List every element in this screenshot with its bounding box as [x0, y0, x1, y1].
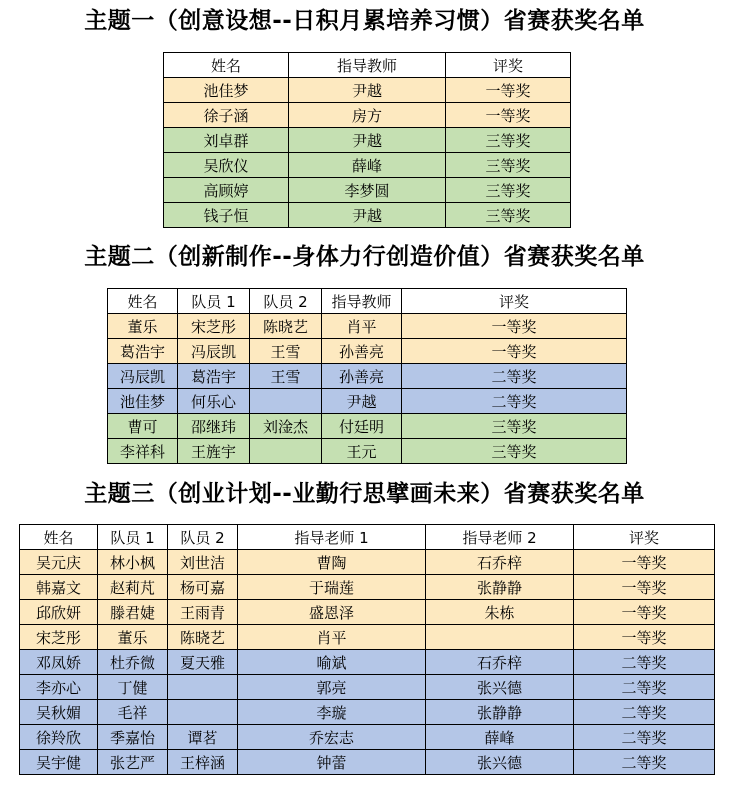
table-cell: 曹可	[108, 414, 178, 439]
table-cell: 徐子涵	[164, 103, 289, 128]
table-cell	[168, 700, 238, 725]
table-cell: 宋芝彤	[178, 314, 250, 339]
table-cell: 邱欣妍	[20, 600, 98, 625]
table-cell: 张艺严	[98, 750, 168, 775]
section2-table	[107, 288, 627, 464]
table-row	[164, 78, 571, 103]
table-cell: 李祥科	[108, 439, 178, 464]
table-row	[108, 314, 627, 339]
table-cell: 三等奖	[402, 439, 627, 464]
table-row	[164, 178, 571, 203]
table-cell: 池佳梦	[164, 78, 289, 103]
table-cell: 王雪	[250, 364, 322, 389]
table-cell: 何乐心	[178, 389, 250, 414]
table-row	[20, 625, 715, 650]
table-cell: 一等奖	[574, 575, 715, 600]
header-member-2: 队员 2	[250, 289, 322, 314]
header-member-2: 队员 2	[168, 525, 238, 550]
header-teacher: 指导教师	[289, 53, 446, 78]
table-cell: 张兴德	[426, 675, 574, 700]
header-award: 评奖	[402, 289, 627, 314]
table-cell: 房方	[289, 103, 446, 128]
table-cell: 肖平	[238, 625, 426, 650]
section3-title: 主题三（创业计划--业勤行思擘画未来）省赛获奖名单	[84, 481, 645, 507]
table-cell: 吴元庆	[20, 550, 98, 575]
table-cell: 于瑞莲	[238, 575, 426, 600]
table-cell: 王旌宇	[178, 439, 250, 464]
table-cell: 董乐	[98, 625, 168, 650]
section2-title: 主题二（创新制作--身体力行创造价值）省赛获奖名单	[84, 244, 645, 270]
table-cell: 钟蕾	[238, 750, 426, 775]
table-cell: 徐羚欣	[20, 725, 98, 750]
table-cell: 邓凤娇	[20, 650, 98, 675]
table-cell: 张静静	[426, 700, 574, 725]
table-cell: 王梓涵	[168, 750, 238, 775]
table-cell: 肖平	[322, 314, 402, 339]
section1-table	[163, 52, 571, 228]
table-cell: 王雨青	[168, 600, 238, 625]
table-cell: 一等奖	[402, 339, 627, 364]
table-row	[108, 389, 627, 414]
table-cell: 张兴德	[426, 750, 574, 775]
table-cell: 一等奖	[574, 600, 715, 625]
table-cell	[250, 439, 322, 464]
table-cell: 一等奖	[402, 314, 627, 339]
table-row	[164, 153, 571, 178]
table-row	[164, 103, 571, 128]
table-cell: 二等奖	[402, 389, 627, 414]
table-row	[20, 750, 715, 775]
table-cell: 杨可嘉	[168, 575, 238, 600]
table-cell: 二等奖	[574, 675, 715, 700]
table-cell: 薛峰	[289, 153, 446, 178]
header-award: 评奖	[446, 53, 571, 78]
table-cell: 刘世洁	[168, 550, 238, 575]
table-row	[164, 128, 571, 153]
table-cell: 吴宇健	[20, 750, 98, 775]
header-teacher: 指导教师	[322, 289, 402, 314]
table-cell: 李亦心	[20, 675, 98, 700]
table-row	[20, 650, 715, 675]
table-cell: 孙善亮	[322, 364, 402, 389]
table-cell: 刘卓群	[164, 128, 289, 153]
table-cell: 三等奖	[446, 203, 571, 228]
table-cell: 曹陶	[238, 550, 426, 575]
table-row	[20, 725, 715, 750]
table-cell: 乔宏志	[238, 725, 426, 750]
table-cell: 喻斌	[238, 650, 426, 675]
header-name: 姓名	[108, 289, 178, 314]
table-cell: 朱栋	[426, 600, 574, 625]
table-cell: 李璇	[238, 700, 426, 725]
table-cell: 尹越	[289, 203, 446, 228]
table-cell: 三等奖	[446, 153, 571, 178]
table-cell: 一等奖	[574, 550, 715, 575]
table-cell: 盛恩泽	[238, 600, 426, 625]
section2-table-header	[108, 289, 627, 314]
table-cell: 一等奖	[446, 103, 571, 128]
table-cell: 韩嘉文	[20, 575, 98, 600]
table-cell: 张静静	[426, 575, 574, 600]
section2-table-body	[108, 314, 627, 464]
header-teacher-1: 指导老师 1	[238, 525, 426, 550]
table-cell: 谭茗	[168, 725, 238, 750]
table-cell: 尹越	[322, 389, 402, 414]
table-cell: 李梦圆	[289, 178, 446, 203]
section3-table-header	[20, 525, 715, 550]
table-row	[20, 700, 715, 725]
table-cell: 陈晓艺	[250, 314, 322, 339]
table-row	[20, 675, 715, 700]
header-teacher-2: 指导老师 2	[426, 525, 574, 550]
table-cell: 刘淦杰	[250, 414, 322, 439]
header-award: 评奖	[574, 525, 715, 550]
table-cell	[426, 625, 574, 650]
table-cell: 葛浩宇	[108, 339, 178, 364]
table-cell: 王元	[322, 439, 402, 464]
table-row	[20, 600, 715, 625]
table-cell: 邵继玮	[178, 414, 250, 439]
table-cell: 尹越	[289, 128, 446, 153]
table-cell	[168, 675, 238, 700]
table-cell: 二等奖	[574, 750, 715, 775]
table-row	[108, 364, 627, 389]
table-cell: 付廷明	[322, 414, 402, 439]
table-cell: 冯辰凯	[178, 339, 250, 364]
section1-table-header	[164, 53, 571, 78]
table-cell: 冯辰凯	[108, 364, 178, 389]
table-cell: 薛峰	[426, 725, 574, 750]
table-cell: 杜乔微	[98, 650, 168, 675]
table-cell: 三等奖	[402, 414, 627, 439]
table-cell: 石乔梓	[426, 650, 574, 675]
table-cell: 王雪	[250, 339, 322, 364]
table-cell: 二等奖	[574, 725, 715, 750]
section3-table	[19, 524, 715, 775]
table-cell: 二等奖	[574, 650, 715, 675]
table-cell: 石乔梓	[426, 550, 574, 575]
table-cell: 吴欣仪	[164, 153, 289, 178]
header-member-1: 队员 1	[98, 525, 168, 550]
header-member-1: 队员 1	[178, 289, 250, 314]
table-cell: 二等奖	[402, 364, 627, 389]
table-row	[20, 575, 715, 600]
table-cell: 郭亮	[238, 675, 426, 700]
section1-table-body	[164, 78, 571, 228]
section1-title: 主题一（创意设想--日积月累培养习惯）省赛获奖名单	[84, 8, 645, 34]
table-cell: 董乐	[108, 314, 178, 339]
table-cell: 一等奖	[446, 78, 571, 103]
table-cell: 陈晓艺	[168, 625, 238, 650]
table-cell: 宋芝彤	[20, 625, 98, 650]
table-cell: 三等奖	[446, 128, 571, 153]
table-cell: 夏天雅	[168, 650, 238, 675]
table-row	[20, 550, 715, 575]
table-row	[108, 414, 627, 439]
table-cell: 林小枫	[98, 550, 168, 575]
table-cell: 钱子恒	[164, 203, 289, 228]
table-cell: 葛浩宇	[178, 364, 250, 389]
table-cell: 吴秋媚	[20, 700, 98, 725]
section3-table-body	[20, 550, 715, 775]
table-cell: 尹越	[289, 78, 446, 103]
table-cell: 高顾婷	[164, 178, 289, 203]
table-row	[108, 339, 627, 364]
table-cell: 三等奖	[446, 178, 571, 203]
table-cell: 赵莉芃	[98, 575, 168, 600]
table-cell: 毛祥	[98, 700, 168, 725]
table-cell: 池佳梦	[108, 389, 178, 414]
table-cell: 孙善亮	[322, 339, 402, 364]
table-row	[164, 203, 571, 228]
table-row	[108, 439, 627, 464]
header-name: 姓名	[20, 525, 98, 550]
header-name: 姓名	[164, 53, 289, 78]
table-cell: 二等奖	[574, 700, 715, 725]
table-cell: 丁健	[98, 675, 168, 700]
table-cell	[250, 389, 322, 414]
table-cell: 一等奖	[574, 625, 715, 650]
table-cell: 季嘉怡	[98, 725, 168, 750]
table-cell: 滕君婕	[98, 600, 168, 625]
